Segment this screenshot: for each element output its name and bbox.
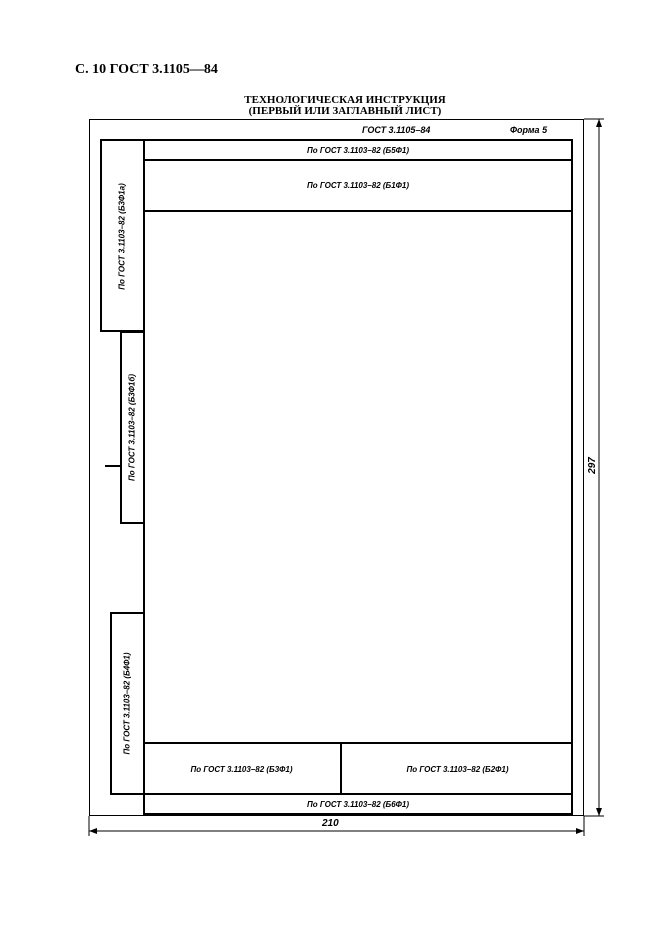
page-header: С. 10 ГОСТ 3.1105—84 — [75, 62, 218, 77]
height-dimension-label: 297 — [586, 457, 598, 474]
left-upper-label: По ГОСТ 3.1103–82 (Б3Ф1а) — [117, 183, 127, 290]
header-block-label: По ГОСТ 3.1103–82 (Б1Ф1) — [306, 181, 410, 190]
width-dimension-label: 210 — [322, 818, 339, 829]
form-number-label: Форма 5 — [510, 125, 548, 135]
bottom-right-label: По ГОСТ 3.1103–82 (Б2Ф1) — [406, 765, 509, 774]
form-title-line1: ТЕХНОЛОГИЧЕСКАЯ ИНСТРУКЦИЯ — [244, 94, 446, 106]
bottom-left-label: По ГОСТ 3.1103–82 (Б3Ф1) — [190, 765, 293, 774]
top-strip-label: По ГОСТ 3.1103–82 (Б5Ф1) — [306, 146, 410, 155]
left-lower-label: По ГОСТ 3.1103–82 (Б4Ф1) — [122, 652, 132, 755]
left-middle-label: По ГОСТ 3.1103–82 (Б3Ф1б) — [127, 374, 137, 482]
form-title-line2: (ПЕРВЫЙ ИЛИ ЗАГЛАВНЫЙ ЛИСТ) — [248, 105, 442, 117]
standard-label: ГОСТ 3.1105–84 — [362, 125, 431, 135]
bottom-strip-label: По ГОСТ 3.1103–82 (Б6Ф1) — [306, 800, 410, 809]
